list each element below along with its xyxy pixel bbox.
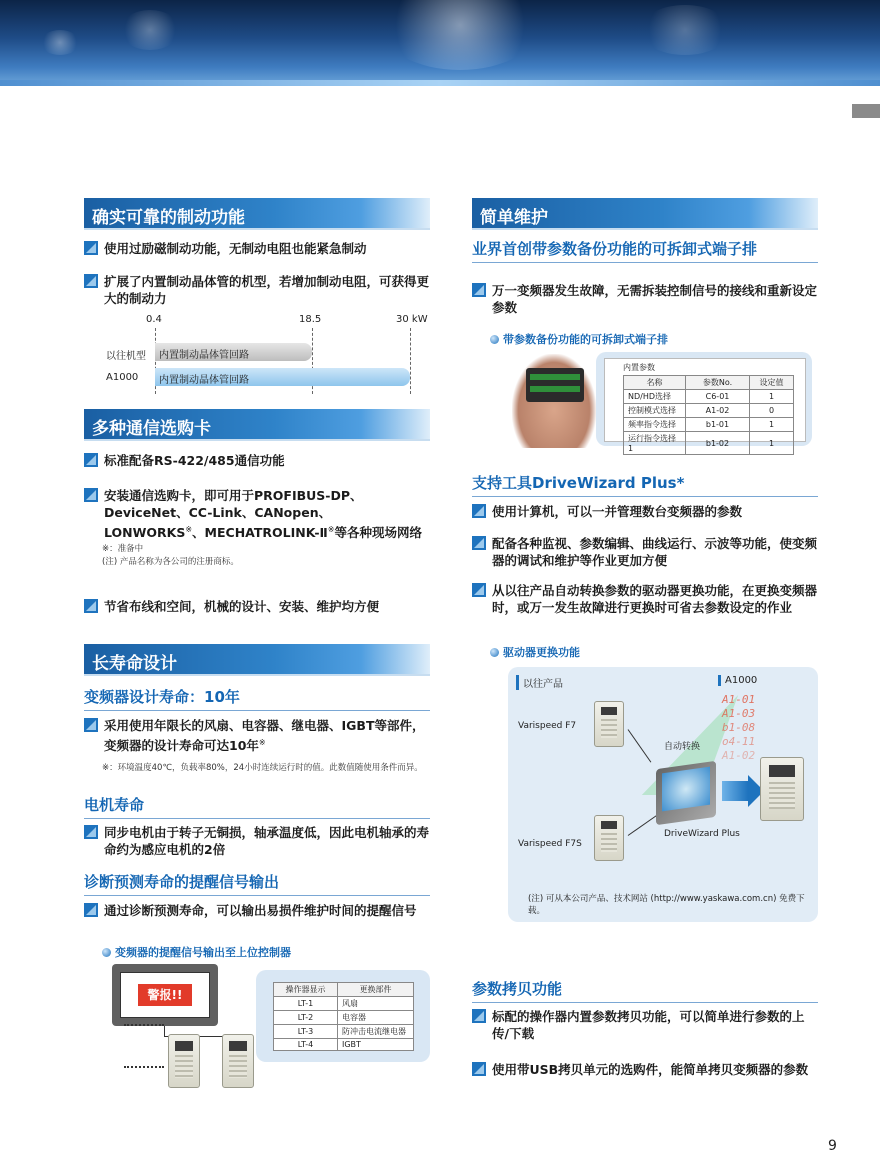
bullet-life-1: 采用使用年限长的风扇、电容器、继电器、IGBT等部件，变频器的设计寿命可达10年※ [84,717,430,754]
bullet-triangle-icon [84,599,98,613]
figure-title-alarm: 变频器的提醒信号输出至上位控制器 [102,944,291,960]
alarm-badge: 警报!! [138,984,192,1006]
label-auto-convert: 自动转换 [664,742,701,752]
note-download: (注) 可从本公司产品、技术网站 (http://www.yaskawa.com.cn) 免费下载。 [528,894,805,916]
laptop-image [656,761,716,825]
bullet-triangle-icon [472,1009,486,1023]
tick-label: 0.4 [146,314,162,325]
braking-capacity-chart [100,314,430,394]
label-varispeed-f7: Varispeed F7 [518,721,577,731]
bullet-comm-1: 标准配备RS-422/485通信功能 [84,452,430,469]
row-label-a1000: A1000 [106,372,139,383]
inverter-image [222,1034,254,1088]
inverter-f7s-image [594,815,624,861]
table-row: ND/HD选择 C6-01 1 [624,390,794,404]
bullet-life-2: 同步电机由于转子无铜损，轴承温度低，因此电机轴承的寿命约为感应电机的2倍 [84,824,430,858]
replacement-diagram [508,667,818,922]
subtitle-diagnosis: 诊断预测寿命的提醒信号输出 [84,871,430,896]
section-title-maintenance: 简单维护 [472,198,818,230]
bullet-triangle-icon [472,504,486,518]
inverter-image [168,1034,200,1088]
label-old-product: 以往产品 [516,675,563,690]
table-header: 更换部件 [338,983,414,997]
table-row: 控制模式选择 A1-02 0 [624,404,794,418]
inverter-f7-image [594,701,624,747]
parameter-list: A1-01 A1-03 b1-08 o4-11 A1-02 [722,693,756,762]
bar-a1000: 内置制动晶体管回路 [155,368,410,386]
bullet-triangle-icon [84,488,98,502]
bullet-copy-2: 使用带USB拷贝单元的选购件，能简单拷贝变频器的参数 [472,1061,818,1078]
bullet-life-3: 通过诊断预测寿命，可以输出易损件维护时间的提醒信号 [84,902,430,919]
note-trademark: (注) 产品名称为各公司的注册商标。 [102,557,239,567]
terminal-board-photo [512,354,596,448]
bullet-triangle-icon [84,274,98,288]
bullet-braking-1: 使用过励磁制动功能，无制动电阻也能紧急制动 [84,240,430,257]
section-title-long-life: 长寿命设计 [84,644,430,676]
page-number: 9 [828,1138,837,1154]
label-varispeed-f7s: Varispeed F7S [518,839,582,849]
parameter-table-panel [596,352,812,453]
bar-old-model: 内置制动晶体管回路 [155,343,312,361]
parts-table [273,982,414,1051]
bullet-maint-1: 万一变频器发生故障，无需拆装控制信号的接线和重新设定参数 [472,282,818,316]
label-a1000: A1000 [718,675,757,686]
bullet-copy-1: 标配的操作器内置参数拷贝功能，可以简单进行参数的上传/下载 [472,1008,818,1042]
monitor [112,964,218,1026]
tick-label: 18.5 [299,314,322,325]
section-title-communication: 多种通信选购卡 [84,409,430,441]
bullet-triangle-icon [84,718,98,732]
section-title-braking: 确实可靠的制动功能 [84,198,430,230]
bullet-triangle-icon [472,1062,486,1076]
bullet-triangle-icon [84,453,98,467]
subtitle-motor-life: 电机寿命 [84,794,430,819]
row-label-old: 以往机型 [106,351,146,362]
bullet-braking-2: 扩展了内置制动晶体管的机型，若增加制动电阻，可获得更大的制动力 [84,273,430,307]
page-tab-marker [852,104,880,118]
bullet-triangle-icon [84,241,98,255]
inverter-a1000-image [760,757,804,821]
note-condition: ※：环境温度40℃，负载率80%，24小时连续运行时的值。此数值随使用条件而异。 [102,763,423,773]
bullet-tool-3: 从以往产品自动转换参数的驱动器更换功能，在更换变频器时，或万一发生故障进行更换时可省去参数设定的作业 [472,582,818,616]
table-caption: 内置参数 [623,363,655,372]
bullet-triangle-icon [84,825,98,839]
tick-line [410,328,411,394]
table-row: LT-2 电容器 [274,1011,414,1025]
subtitle-terminal-board: 业界首创带参数备份功能的可拆卸式端子排 [472,238,818,263]
figure-title-terminal: 带参数备份功能的可拆卸式端子排 [490,331,668,347]
table-header: 参数No. [686,376,750,390]
table-row: LT-3 防冲击电流继电器 [274,1025,414,1039]
banner-stripe [0,80,880,86]
table-row: 运行指令选择1 b1-02 1 [624,432,794,455]
table-header: 设定值 [750,376,794,390]
bullet-comm-3: 节省布线和空间，机械的设计、安装、维护均方便 [84,598,430,615]
bullet-triangle-icon [472,583,486,597]
bullet-tool-2: 配备各种监视、参数编辑、曲线运行、示波等功能，使变频器的调试和维护等作业更加方便 [472,535,818,569]
subtitle-design-life: 变频器设计寿命：10年 [84,686,430,711]
bullet-tool-1: 使用计算机，可以一并管理数台变频器的参数 [472,503,818,520]
bullet-triangle-icon [84,903,98,917]
bullet-triangle-icon [472,283,486,297]
tick-label: 30 kW [396,314,428,325]
note-preparing: ※：准备中 [102,544,144,554]
bullet-triangle-icon [472,536,486,550]
figure-title-replace: 驱动器更换功能 [490,644,580,660]
table-header: 名称 [624,376,686,390]
subtitle-drivewizard: 支持工具DriveWizard Plus* [472,472,818,497]
parts-table-panel [256,970,430,1062]
table-row: LT-1 风扇 [274,997,414,1011]
table-header: 操作器显示 [274,983,338,997]
bullet-comm-2: 安装通信选购卡，即可用于PROFIBUS-DP、DeviceNet、CC-Link、CANopen、LONWORKS※、MECHATROLINK-Ⅱ※等各种现场网络 [84,487,430,541]
parameter-table [623,375,794,455]
label-drivewizard: DriveWizard Plus [664,829,740,839]
table-row: LT-4 IGBT [274,1039,414,1051]
arrow-icon [722,781,748,801]
table-row: 频率指令选择 b1-01 1 [624,418,794,432]
header-banner [0,0,880,84]
subtitle-parameter-copy: 参数拷贝功能 [472,978,818,1003]
